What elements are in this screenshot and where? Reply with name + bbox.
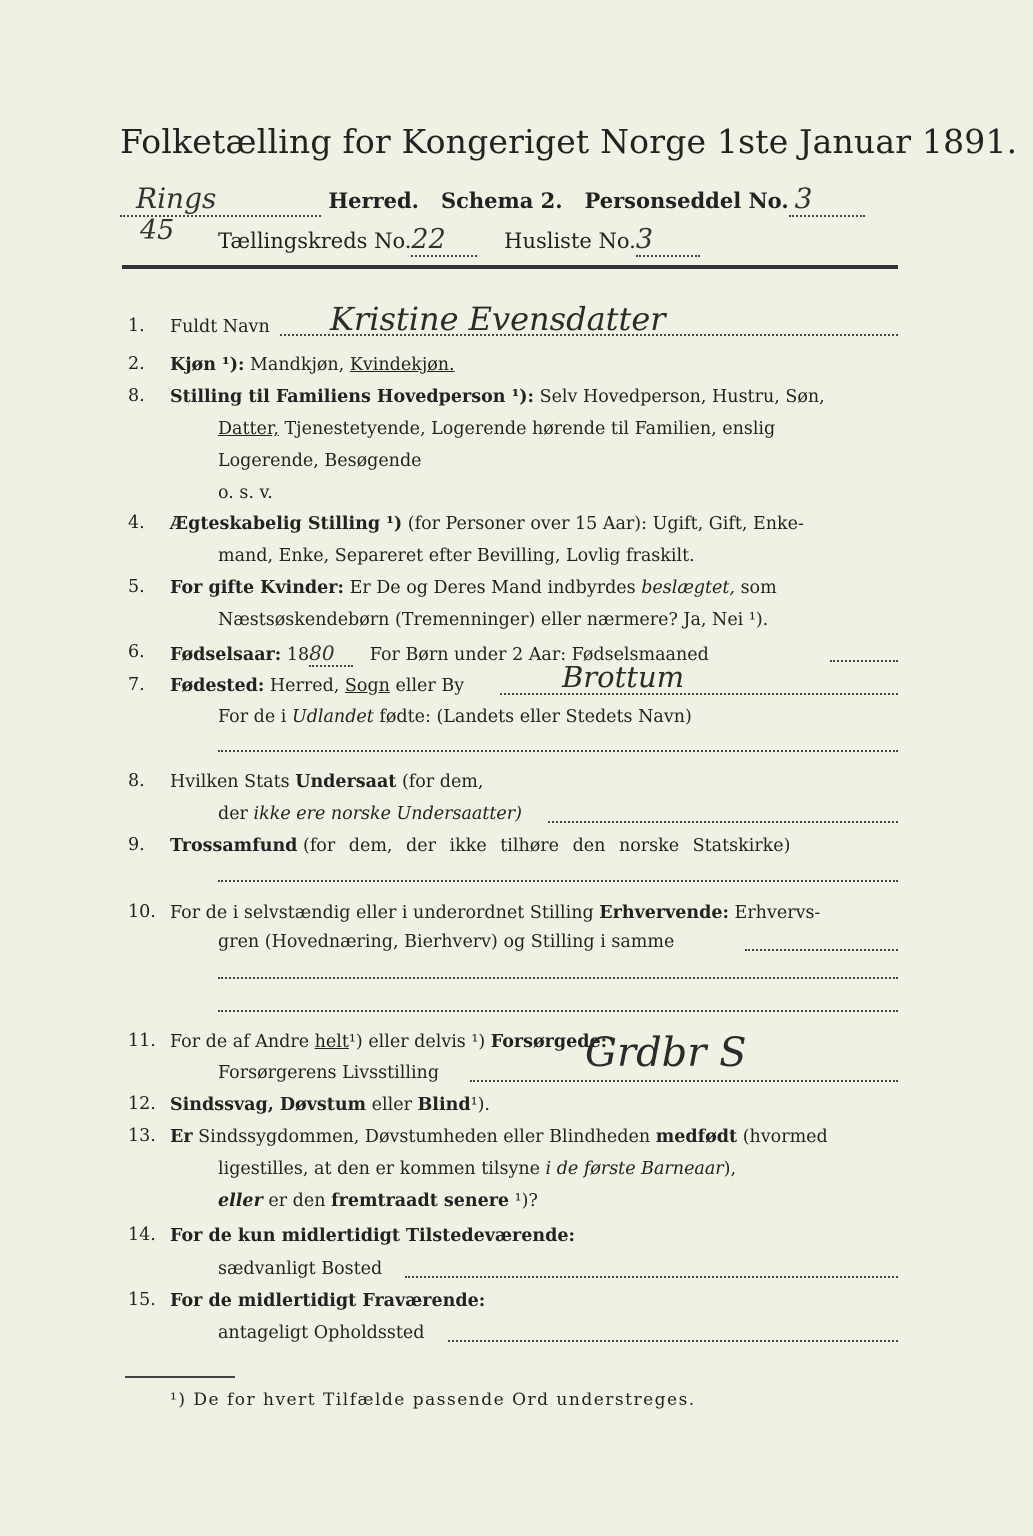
q7-rest2: eller By [395, 676, 465, 696]
q13-row2 [218, 1158, 736, 1181]
q8-row1 [170, 771, 483, 794]
q14-line2: sædvanligt Bosted [218, 1259, 383, 1279]
q3-line2: Tjenestetyende, Logerende hørende til Familien, enslig [284, 419, 776, 439]
herred-row [120, 182, 865, 217]
q12-rest: eller [371, 1095, 412, 1115]
q3-row2 [218, 418, 775, 441]
q9-line [218, 880, 898, 882]
q2-option-male[interactable]: Mandkjøn, [250, 355, 345, 375]
q14-label: For de kun midlertidigt Tilstedeværende: [170, 1226, 575, 1246]
q13-medfodt: medfødt [655, 1127, 738, 1147]
margin-number-text: 45 [140, 215, 175, 246]
q13-line1a: Er [170, 1127, 193, 1147]
q6-prefix: 18 [286, 645, 310, 665]
q12-row [170, 1094, 490, 1117]
q4-line1: (for Personer over 15 Aar): Ugift, Gift, Enke- [407, 514, 804, 534]
q7-line2a: For de i [218, 707, 287, 727]
q3-line4: o. s. v. [218, 483, 273, 503]
q5-line1b: beslægtet, [641, 578, 735, 598]
q8-number: 8. [128, 771, 145, 791]
q12-label2: Blind [417, 1095, 471, 1115]
q1-value[interactable]: Kristine Evensdatter [330, 300, 666, 338]
q11-number: 11. [128, 1031, 156, 1051]
q7-line2c: fødte: (Landets eller Stedets Navn) [379, 707, 692, 727]
q7-line2 [218, 750, 898, 752]
q1-label: Fuldt Navn [170, 317, 270, 337]
q13-row3 [218, 1190, 538, 1213]
form-title: Folketælling for Kongeriget Norge 1ste Januar 1891. [120, 122, 1018, 161]
q6-number: 6. [128, 642, 145, 662]
q11-helt[interactable]: helt [314, 1032, 349, 1052]
q6-line [830, 660, 898, 662]
q7-line [500, 693, 898, 695]
q7-row1 [170, 675, 464, 698]
personseddel-label: Personseddel No. [584, 188, 789, 213]
q13-line3d: ¹)? [514, 1191, 538, 1211]
q3-number: 8. [128, 386, 145, 406]
q5-row1 [170, 577, 777, 600]
q4-number: 4. [128, 513, 145, 533]
q15-label: For de midlertidigt Fraværende: [170, 1291, 486, 1311]
q6-label: Fødselsaar: [170, 645, 282, 665]
q8-line1c: (for dem, [401, 772, 484, 792]
q5-number: 5. [128, 577, 145, 597]
q3-row1 [170, 386, 825, 409]
q13-number: 13. [128, 1126, 156, 1146]
q7-number: 7. [128, 675, 145, 695]
q12-number: 12. [128, 1094, 156, 1114]
q9-line1: (for dem, der ikke tilhøre den norske Statskirke) [303, 836, 791, 856]
q11-row1 [170, 1031, 607, 1054]
q10-line-a [745, 949, 898, 951]
personseddel-value[interactable]: 3 [789, 182, 865, 217]
q8-line1b: Undersaat [295, 772, 397, 792]
q4-row1 [170, 513, 804, 536]
husliste-value[interactable]: 3 [636, 224, 700, 257]
q2-row [170, 354, 455, 377]
q9-number: 9. [128, 835, 145, 855]
q12-label: Sindssvag, Døvstum [170, 1095, 367, 1115]
q5-line1a: Er De og Deres Mand indbyrdes [349, 578, 636, 598]
q8-line2a: der [218, 804, 248, 824]
q2-label: Kjøn ¹): [170, 355, 245, 375]
q6-value[interactable]: 80 [309, 642, 353, 667]
q13-line1b: Sindssygdommen, Døvstumheden eller Blindheden [198, 1127, 651, 1147]
q6-rest: For Børn under 2 Aar: Fødselsmaaned [369, 645, 709, 665]
q7-herred: Herred, [269, 676, 340, 696]
q11-line1b: ¹) eller delvis ¹) [348, 1032, 486, 1052]
q10-line1c: Erhvervs- [734, 903, 821, 923]
q5-label: For gifte Kvinder: [170, 578, 344, 598]
schema-label: Schema 2. [440, 188, 563, 213]
q3-label: Stilling til Familiens Hovedperson ¹): [170, 387, 534, 407]
q7-row2 [218, 706, 692, 729]
q9-row1 [170, 835, 898, 858]
header-rule [122, 265, 898, 269]
footnote: ¹) De for hvert Tilfælde passende Ord understreges. [170, 1390, 696, 1410]
q13-line2a: ligestilles, at den er kommen tilsyne [218, 1159, 540, 1179]
q11-line1a: For de af Andre [170, 1032, 310, 1052]
q13-line3c: fremtraadt senere [331, 1191, 510, 1211]
q15-line2: antageligt Opholdssted [218, 1323, 425, 1343]
q5-line1c: som [740, 578, 777, 598]
q13-line3b: er den [268, 1191, 326, 1211]
margin-number [140, 215, 174, 246]
q1-number: 1. [128, 316, 145, 336]
q9-label: Trossamfund [170, 836, 298, 856]
q13-line1c: (hvormed [742, 1127, 828, 1147]
q11-value[interactable]: Grdbr S [585, 1030, 747, 1076]
q10-line-c [218, 1010, 898, 1012]
q10-line1a: For de i selvstændig eller i underordnet Stilling [170, 903, 594, 923]
q13-line3a: eller [218, 1191, 263, 1211]
q7-value[interactable]: Brottum [562, 660, 685, 694]
q7-sogn[interactable]: Sogn [344, 676, 390, 696]
herred-label: Herred. [328, 188, 419, 213]
q13-row1 [170, 1126, 828, 1149]
q10-row1 [170, 902, 820, 925]
q2-number: 2. [128, 354, 145, 374]
q14-line [405, 1276, 898, 1278]
q13-line2c: ), [723, 1159, 737, 1179]
q15-number: 15. [128, 1290, 156, 1310]
husliste-label: Husliste No. [504, 229, 636, 253]
footnote-rule [125, 1376, 235, 1378]
q5-line2: Næstsøskendebørn (Tremenninger) eller nærmere? Ja, Nei ¹). [218, 610, 769, 630]
q10-line1b: Erhvervende: [599, 903, 729, 923]
q3-line3: Logerende, Besøgende [218, 451, 422, 471]
q15-line [448, 1340, 898, 1342]
herred-value[interactable]: Rings [120, 182, 321, 217]
q10-line-b [218, 977, 898, 979]
q7-line2b: Udlandet [291, 707, 374, 727]
q8-row2 [218, 803, 522, 826]
q8-line1a: Hvilken Stats [170, 772, 290, 792]
q7-label: Fødested: [170, 676, 265, 696]
kreds-value[interactable]: 22 [411, 224, 477, 257]
q3-line1: Selv Hovedperson, Hustru, Søn, [539, 387, 825, 407]
kreds-label: Tællingskreds No. [218, 229, 412, 253]
q3-option-datter[interactable]: Datter, [218, 419, 279, 439]
q8-line2b: ikke ere norske Undersaatter) [253, 804, 522, 824]
q11-line1c: Forsørgede: [490, 1032, 608, 1052]
q2-option-female[interactable]: Kvindekjøn. [349, 355, 455, 375]
q10-number: 10. [128, 902, 156, 922]
q10-line2: gren (Hovednæring, Bierhverv) og Stilling i samme [218, 932, 675, 952]
q14-number: 14. [128, 1225, 156, 1245]
q8-line [548, 821, 898, 823]
q13-line2b: i de første Barneaar [545, 1159, 724, 1179]
q4-label: Ægteskabelig Stilling ¹) [170, 514, 403, 534]
kreds-row [218, 224, 700, 257]
q11-line [470, 1080, 898, 1082]
q4-line2: mand, Enke, Separeret efter Bevilling, Lovlig fraskilt. [218, 546, 695, 566]
q12-end: ¹). [470, 1095, 490, 1115]
q11-line2: Forsørgerens Livsstilling [218, 1063, 440, 1083]
